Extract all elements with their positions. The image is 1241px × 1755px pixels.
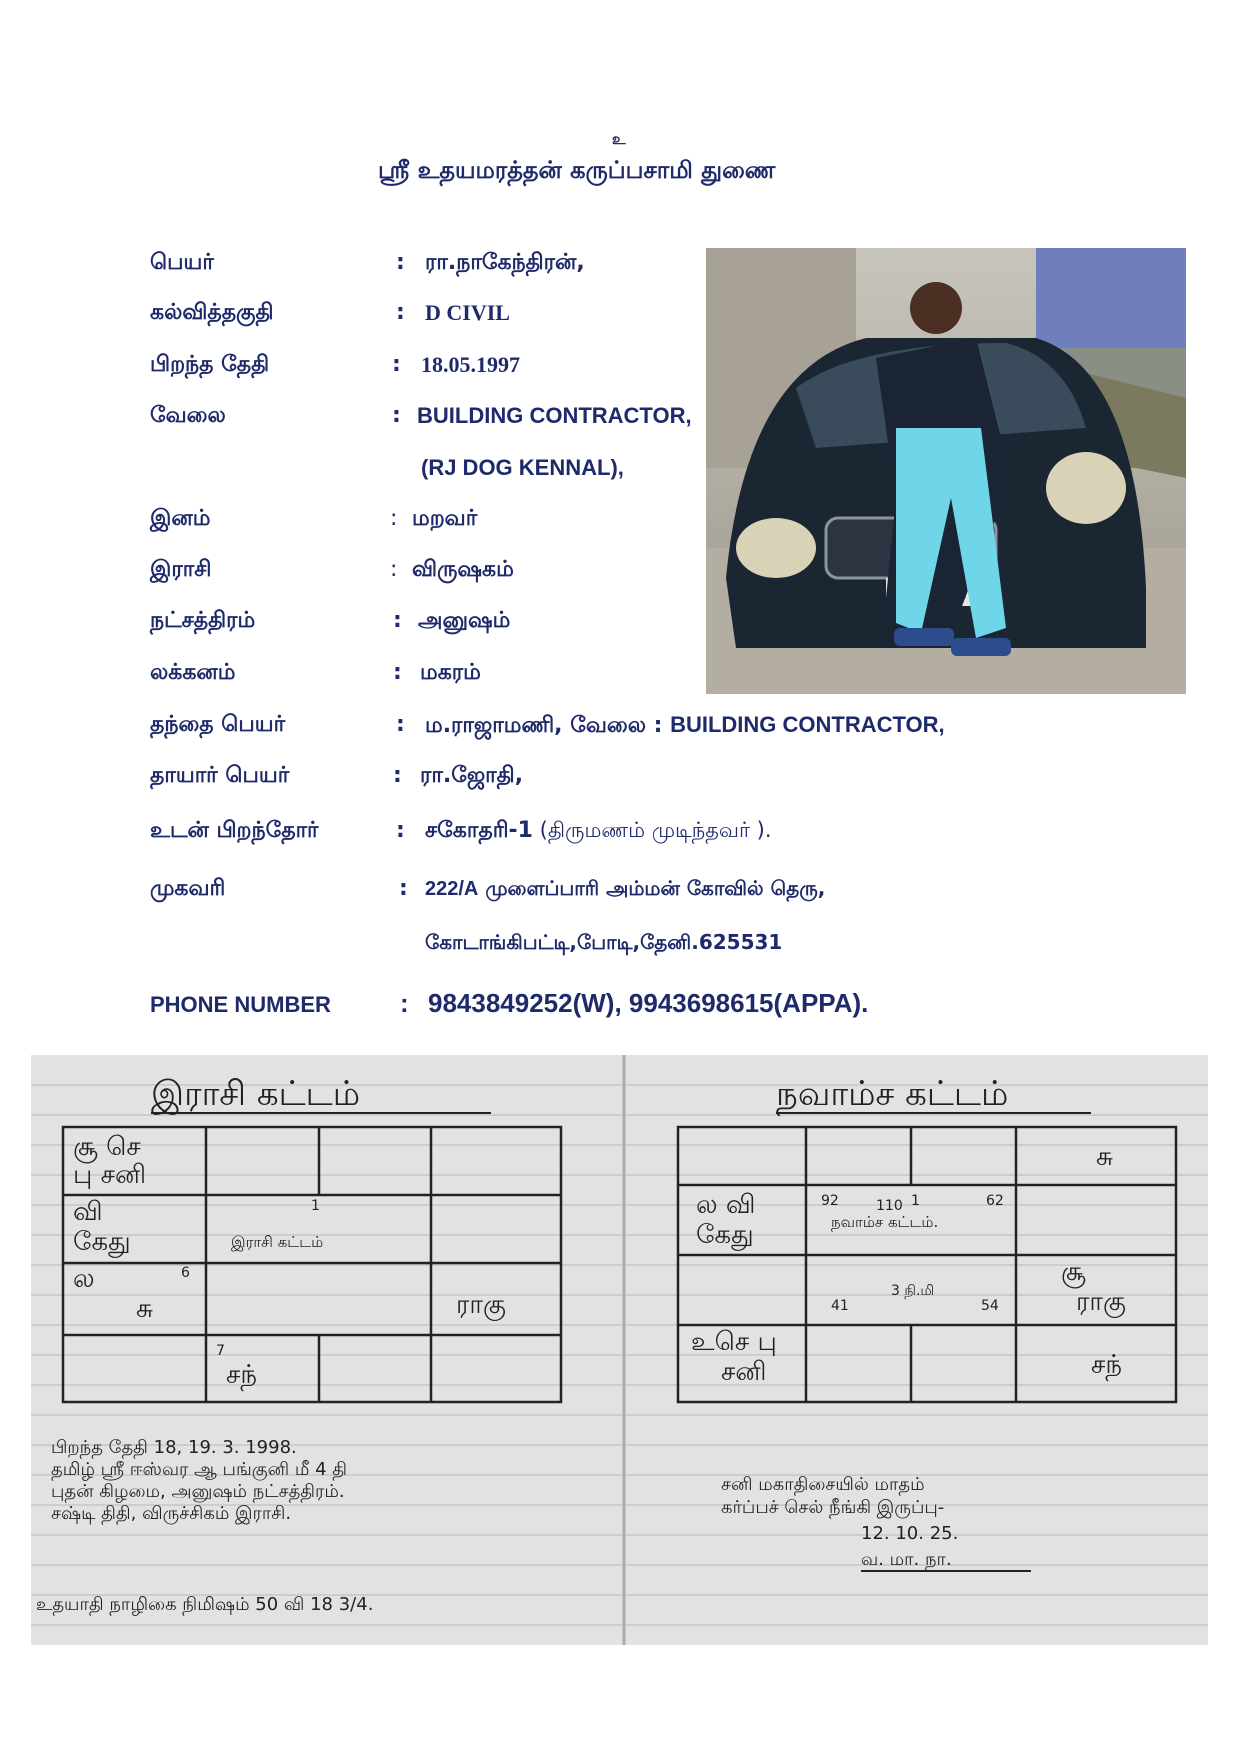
note-right-2: கர்ப்பச் செல் நீங்கி இருப்பு- (721, 1497, 945, 1518)
mother-value: ரா.ஜோதி, (420, 763, 524, 788)
colon: : (390, 506, 398, 531)
colon: : (393, 608, 402, 633)
rasi-planet-7: ராகு (456, 1290, 506, 1320)
mother-label: தாயார் பெயர் (150, 763, 290, 788)
siblings-label: உடன் பிறந்தோர் (150, 818, 319, 843)
navamsa-planet-8: சந் (1091, 1350, 1123, 1380)
navamsa-num-41: 41 (831, 1298, 849, 1314)
photo-illustration (706, 248, 1186, 694)
star-value: அனுஷம் (418, 608, 511, 633)
colon: : (393, 660, 402, 685)
profile-photo (706, 248, 1186, 694)
colon: : (393, 763, 402, 788)
rasi-label: இராசி (150, 557, 212, 582)
caste-label: இனம் (150, 506, 211, 531)
navamsa-planet-6: உசெ பு (691, 1327, 777, 1357)
note-right-1: சனி மகாதிசையில் மாதம் (721, 1474, 925, 1495)
navamsa-num-1: 1 (911, 1193, 920, 1209)
phone-label: PHONE NUMBER (150, 992, 331, 1017)
colon: : (392, 403, 401, 428)
header-mark: உ (612, 130, 626, 148)
colon: : (396, 250, 405, 275)
navamsa-planet-2: ல வி (696, 1190, 756, 1220)
rasi-mark-top: 1 (311, 1198, 320, 1214)
caste-value: மறவர் (412, 506, 478, 531)
colon: : (396, 300, 405, 325)
navamsa-planet-4: சூ (1061, 1257, 1086, 1287)
star-label: நட்சத்திரம் (150, 608, 256, 633)
job-value-2: (RJ DOG KENNAL), (421, 455, 624, 480)
colon: : (392, 352, 401, 377)
address-value (425, 876, 825, 903)
note-left-4: சஷ்டி திதி, விருச்சிகம் இராசி. (51, 1503, 292, 1524)
horoscope-sheet (31, 1055, 1208, 1645)
navamsa-planet-5: ராகு (1076, 1287, 1126, 1317)
navamsa-num-110: 110 (876, 1198, 903, 1214)
rasi-mark-l: 6 (181, 1265, 190, 1281)
lagnam-value: மகரம் (420, 660, 481, 685)
siblings-note: (திருமணம் முடிந்தவர் ). (532, 818, 772, 842)
horoscope-notebook (31, 1055, 1208, 1645)
rasi-mark-seven: 7 (216, 1343, 225, 1359)
rasi-planet-6: சு (136, 1294, 153, 1324)
navamsa-center-label: நவாம்ச கட்டம். (831, 1213, 939, 1231)
dob-label: பிறந்த தேதி (150, 352, 270, 377)
rasi-planet-1: சூ செ (73, 1132, 141, 1162)
colon: : (396, 818, 405, 843)
right-chart-title: நவாம்ச கட்டம் (776, 1074, 1009, 1114)
navamsa-num-62: 62 (986, 1193, 1004, 1209)
name-label: பெயர் (150, 250, 214, 275)
name-value: ரா.நாகேந்திரன், (425, 250, 585, 275)
note-right-4: வ. மா. நா. (861, 1549, 952, 1570)
navamsa-planet-7: சனி (721, 1357, 767, 1387)
navamsa-num-92: 92 (821, 1193, 839, 1209)
note-left-2: தமிழ் ஸ்ரீ ஈஸ்வர ஆ பங்குனி மீ 4 தி (51, 1459, 348, 1480)
navamsa-planet-3: கேது (696, 1220, 754, 1250)
education-label: கல்வித்தகுதி (150, 300, 274, 325)
note-right-3: 12. 10. 25. (861, 1523, 959, 1544)
address-label: முகவரி (150, 876, 226, 901)
father-value (425, 712, 945, 741)
rasi-planet-2: பு சனி (73, 1160, 147, 1190)
navamsa-num-54: 54 (981, 1298, 999, 1314)
left-chart-title: இராசி கட்டம் (151, 1074, 361, 1114)
rasi-planet-3: வி (73, 1197, 103, 1227)
navamsa-num-3: 3 நி.மி (891, 1283, 935, 1299)
colon: : (400, 988, 409, 1018)
navamsa-planet-1: சு (1096, 1142, 1113, 1172)
siblings-count: சகோதரி-1 (425, 818, 533, 843)
colon: : (390, 557, 398, 582)
rasi-planet-5: ல (73, 1264, 95, 1294)
address-door: 222/A (425, 878, 479, 900)
note-left-3: புதன் கிழமை, அனுஷம் நட்சத்திரம். (51, 1481, 345, 1502)
address-street: முளைப்பாரி அம்மன் கோவில் தெரு, (478, 876, 826, 900)
colon: : (399, 876, 408, 901)
colon: : (396, 712, 405, 737)
note-bottom: உதயாதி நாழிகை நிமிஷம் 50 வி 18 3/4. (36, 1594, 374, 1615)
father-job: BUILDING CONTRACTOR, (670, 712, 945, 737)
phone-value: 9843849252(W), 9943698615(APPA). (428, 988, 869, 1018)
father-label: தந்தை பெயர் (150, 712, 286, 737)
siblings-value (425, 818, 772, 846)
father-name: ம.ராஜாமணி, வேலை : (425, 713, 671, 738)
job-value: BUILDING CONTRACTOR, (417, 403, 692, 428)
rasi-center-label: இராசி கட்டம் (231, 1233, 324, 1251)
note-left-1: பிறந்த தேதி 18, 19. 3. 1998. (51, 1437, 297, 1458)
rasi-value: விருஷகம் (412, 557, 514, 582)
education-value: D CIVIL (425, 300, 510, 325)
job-label: வேலை (150, 403, 226, 428)
rasi-planet-8: சந் (226, 1360, 258, 1390)
address-value-2: கோடாங்கிபட்டி,போடி,தேனி.625531 (425, 930, 783, 954)
header-title: ஸ்ரீ உதயமரத்தன் கருப்பசாமி துணை (378, 156, 776, 184)
lagnam-label: லக்கனம் (150, 660, 236, 685)
rasi-planet-4: கேது (73, 1227, 131, 1257)
dob-value: 18.05.1997 (421, 352, 520, 377)
